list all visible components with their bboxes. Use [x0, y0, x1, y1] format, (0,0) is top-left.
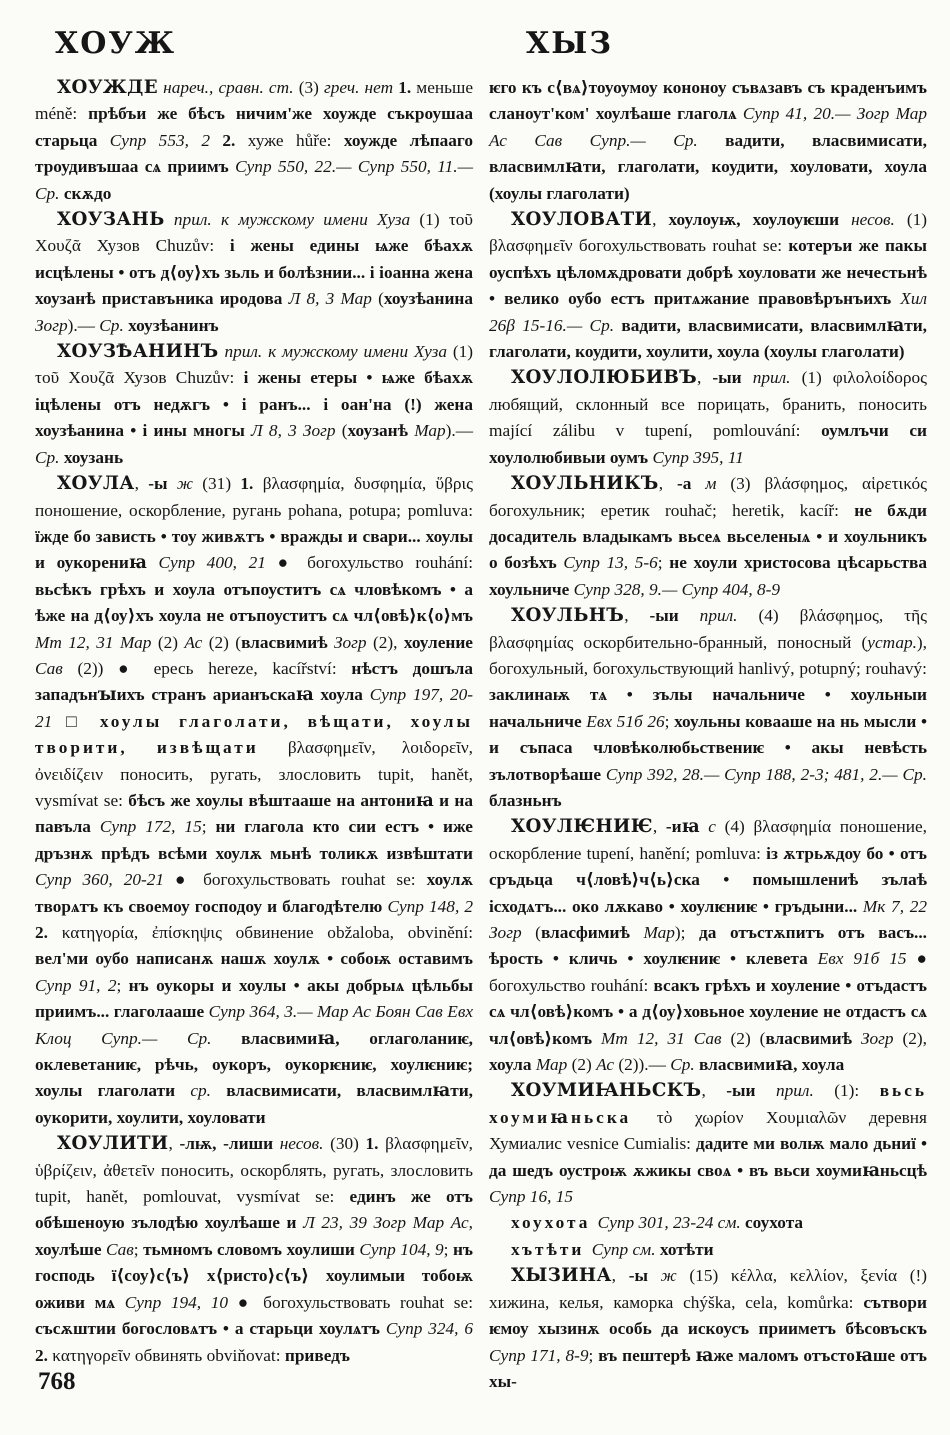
text-span-ref: Супр 324, 6: [385, 1319, 473, 1339]
text-span-reg: );: [674, 923, 700, 942]
text-span-gr: βλασφημία: [753, 817, 840, 837]
headword: ХЫЗИНА: [511, 1265, 612, 1287]
text-span-ref: Евх 51б 26: [586, 711, 665, 731]
text-span-ref: Супр 194, 10: [124, 1292, 238, 1312]
text-span-ref: Мт 12, 31 Мар: [35, 632, 158, 652]
entry-houlovati: [489, 207, 927, 365]
text-span-sp: хоулы глаголати, вѣщати, хоулы творити, извѣщати: [35, 711, 474, 758]
text-span-reg: ;: [443, 1239, 453, 1259]
text-span-it: ср.: [190, 1081, 227, 1101]
text-span-ocs: -а: [677, 474, 706, 494]
text-span-reg: ,: [168, 1134, 180, 1154]
text-span-ocs: хоуление: [403, 632, 473, 652]
text-span-ref: Супр 172, 15: [99, 817, 202, 837]
text-span-ocs: хоузѣанина: [383, 289, 473, 309]
text-span-ocs: хоулѣше: [35, 1239, 106, 1259]
text-span-ocs: -ыи: [726, 1081, 776, 1101]
text-span-gr: βλάσφημος, τῆς βλασφημίας: [489, 606, 927, 652]
text-span-ocs: всакъ грѣхъ и хоуление • отъдастъ сѧ чл⟨овѣ⟩комъ • а д⟨оу⟩ховьное хоуление не отдастъ сѧ чл⟨овѣ⟩комъ: [489, 975, 927, 1048]
text-span-gr: κέλλα, κελλίον, ξενία: [730, 1266, 910, 1286]
text-span-reg: ● богохульство rouhání:: [277, 553, 473, 573]
text-span-num: 2.: [35, 1345, 53, 1365]
text-span-ref: Супр 364, 3.— Мар Ас Боян Сав Евх Клоц Супр.—: [35, 1002, 473, 1048]
text-span-it: греч. нет: [324, 78, 399, 97]
text-span-ocs: блазньнъ: [489, 790, 562, 810]
text-span-ocs: хоульны ковааше на нь мысли • и съпаса чловѣколюбьствениѥ • акы невѣсть зълотворѣаше: [489, 711, 928, 784]
text-span-ocs: приведъ: [284, 1345, 350, 1365]
text-span-ocs: -ы: [148, 474, 177, 494]
text-span-reg: ,: [611, 1266, 629, 1286]
text-span-reg: (3): [730, 474, 765, 494]
text-span-gr: κατηγορία, ἐπίσκηψις: [61, 923, 236, 942]
text-span-ocs: і жены етеры • ѩже бѣахѫ іцѣлены отъ недѫгъ • і ранъ... і оан'на (!) жена хоузѣанина • і ины многы: [35, 368, 473, 441]
text-columns: [35, 75, 928, 1395]
text-span-ocs: нъ оукоры и хоулы • акы добрыѧ цѣльбы приимъ... глаголааше: [35, 975, 473, 1022]
text-span-ref: Мт 12, 31 Сав: [601, 1028, 731, 1048]
text-span-ocs: -ы: [628, 1266, 661, 1286]
text-span-reg: ,: [701, 1081, 727, 1101]
text-span-reg: любящий, склонный все порицать, бранить, поносить mající zálibu v tupení, pomlouvání:: [489, 394, 927, 441]
text-span-ocs: власвимиꙗ, хоула: [699, 1055, 845, 1075]
text-span-reg: □: [66, 711, 100, 731]
text-span-reg: ● богохульствовать rouhat se:: [237, 1292, 474, 1312]
text-span-ref: Супр: [591, 1239, 633, 1259]
text-span-it: см.: [717, 1213, 746, 1233]
text-span-reg: поносить, оскорблять, ругать, злословить tupit, hanět, pomlouvat, vysmívat se:: [35, 1160, 473, 1207]
text-span-ref: Л 8, 3 Зогр: [251, 421, 342, 441]
text-span-reg: (1) τοῦ Χουζᾶ Хузов Chuzův:: [35, 342, 473, 388]
text-span-ref: Ас: [596, 1055, 619, 1075]
text-span-reg: (15): [689, 1266, 731, 1286]
text-span-ocs: не бѫди досадитель владыкамъ вьсеѧ вьселеныѧ • и хоульникъ о бозѣхъ: [489, 500, 927, 573]
text-span-ocs: ѥго къ с⟨вѧ⟩тоуоумоу кононоу съвѧзавъ съ краденъимъ сланоут'ком' хоулѣаше глаголѧ: [489, 78, 927, 124]
headword: ХОУМИꙖНЬСКЪ: [511, 1080, 702, 1102]
entry-houliti: [35, 1131, 473, 1369]
text-span-ocs: хоулѫ творѧтъ къ своемоу господоу и благодѣтелю: [35, 870, 473, 916]
text-span-ocs: вадити, власвимисати, власвимлꙗти, глаголати, коудити, хоулити, хоула (хоулы глаголати): [489, 315, 927, 362]
entry-houlnik: [489, 471, 927, 603]
text-span-reg: ,: [697, 368, 713, 388]
text-span-reg: ).—: [67, 315, 100, 335]
text-span-reg: деревня Хумиалис vesnice Cumialis:: [489, 1107, 927, 1154]
text-span-ocs: хоузанѣ: [347, 421, 415, 441]
headword: ХОУЗАНЬ: [57, 209, 165, 231]
text-span-reg: (2): [157, 632, 185, 652]
text-span-ocs: въ пештерѣ ꙗже маломъ отъстоꙗше отъ хы-: [489, 1345, 927, 1391]
text-span-reg: ,: [658, 474, 677, 494]
text-span-num: 2.: [35, 923, 62, 942]
text-span-it: устар.: [867, 632, 917, 652]
text-span-it: несов.: [851, 210, 907, 230]
text-span-reg: обвинение obžaloba, obvinění:: [235, 923, 473, 942]
text-span-ocs: їжде бо зависть • тоу живѫтъ • вражды и свари... хоулы и оукорениꙗ: [35, 526, 473, 573]
text-span-ocs: тьмномъ словомъ хоулиши: [143, 1239, 360, 1259]
text-span-ref: Супр 301, 23-24: [597, 1213, 718, 1233]
text-span-reg: (1): [801, 368, 833, 388]
text-span-ocs: бѣсъ же хоулы вѣштааше на антониꙗ и на павъла: [35, 790, 473, 837]
text-span-reg: (2),: [902, 1028, 928, 1048]
text-span-reg: (: [535, 923, 541, 942]
text-span-reg: хуже hůře:: [247, 130, 344, 150]
text-span-ref: Хил 26β 15-16.—: [489, 289, 927, 335]
text-span-it: Ср.: [902, 764, 927, 784]
entry-houla: [35, 471, 473, 1131]
headword: ХОУЛѤНИѤ: [511, 816, 653, 838]
text-span-ocs: ни глагола кто сии естъ • иже дръзнѫ прѣдъ всѣми хоулѫ мьнѣ толикѫ извѣштати: [35, 817, 473, 863]
text-span-reg: ).—: [445, 421, 473, 441]
text-span-reg: ,: [134, 474, 149, 494]
text-span-ref: Супр 360, 20-21: [35, 870, 176, 890]
text-span-reg: ,: [468, 1213, 473, 1233]
text-span-gr: βλασφημεῖν: [489, 236, 579, 256]
text-span-sp: вьсь хоумиꙗньска: [489, 1081, 927, 1127]
text-span-it: Ср.: [35, 447, 64, 467]
text-span-ocs: хоузѣанинъ: [128, 315, 219, 335]
text-span-ref: Супр 171, 8-9: [489, 1345, 589, 1365]
text-span-ref: Ас: [184, 632, 209, 652]
text-span-reg: богохульник; еретик rouhač; heretik, kacíř:: [489, 500, 855, 520]
headword: ХОУЛИТИ: [57, 1133, 169, 1155]
text-span-reg: ;: [664, 711, 675, 731]
text-span-reg: (4): [724, 817, 754, 837]
entry-houzhde: [35, 75, 473, 207]
text-span-it: прил.: [752, 368, 802, 388]
text-span-reg: ;: [116, 975, 129, 995]
text-span-reg: оскорбительно-бранный, поносный (: [583, 632, 868, 652]
text-span-reg: (2)) ● ересь hereze, kacířství:: [77, 658, 352, 678]
text-span-reg: ● богохульствовать rouhat se:: [175, 870, 427, 890]
text-span-reg: (!) хижина, келья, каморка chýška, cela, komůrka:: [489, 1266, 927, 1312]
text-span-ocs: вьсѣкъ грѣхъ и хоула отъпоуститъ сѧ чловѣкомъ • а ѣже на д⟨оу⟩хъ хоула не отъпоуститъ сѧ чл⟨овѣ⟩к⟨о⟩мъ: [35, 579, 473, 626]
text-span-reg: (: [378, 289, 384, 309]
text-span-ocs: хоузань: [63, 447, 124, 467]
text-span-reg: (2),: [372, 632, 404, 652]
text-span-reg: ;: [201, 817, 216, 837]
text-span-ref: Мар: [535, 1055, 572, 1075]
headword: ХОУЖДЕ: [57, 77, 159, 98]
text-span-ocs: власвимиѣ: [241, 632, 334, 652]
text-span-gr: βλασφημεῖν, λοιδορεῖν, ὀνειδίζειν: [35, 738, 474, 784]
text-span-ref: Сав: [35, 658, 78, 678]
text-span-ref: Зогр: [35, 315, 68, 335]
text-span-it: прил.: [775, 1081, 835, 1101]
text-span-reg: ● богохульство rouhání:: [489, 949, 927, 995]
guide-word-right: ХЫЗ: [526, 26, 613, 61]
text-span-ocs: нъ господь ї⟨соу⟩с⟨ъ⟩ х⟨ристо⟩с⟨ъ⟩ хоулимыи тобоѭ оживи мѧ: [35, 1239, 473, 1312]
entry-houmiansk: [489, 1078, 927, 1210]
text-span-reg: богохульствовать rouhat se:: [578, 236, 789, 256]
entry-houzeanin: [35, 339, 473, 471]
text-span-reg: (3): [298, 78, 325, 97]
text-span-ocs: скѫдо: [63, 183, 112, 203]
page-number: 768: [38, 1368, 76, 1395]
text-span-it: м: [705, 474, 731, 494]
text-span-ocs: хоулоуѭ, хоулоуѥши: [668, 210, 852, 230]
text-span-ref: Зогр: [860, 1028, 903, 1048]
text-span-ocs: оумлъчи си хоулолюбивыи оумъ: [489, 421, 927, 467]
text-span-ref: Мк 7, 22 Зогр: [489, 896, 927, 942]
entry-houlyenie: [489, 814, 927, 1078]
text-span-ocs: -ыи: [712, 368, 753, 388]
text-span-ref: Сав: [105, 1239, 134, 1259]
text-span-gr: κατηγορεῖν: [52, 1345, 135, 1365]
headword: ХОУЛЬНИКЪ: [511, 473, 659, 495]
text-span-gr: βλάσφημος, αἱρετικός: [764, 474, 928, 494]
text-span-reg: меньше méně:: [35, 78, 473, 124]
text-span-ocs: заклинаѭ тѧ • зълы начальниче • хоульныи начальниче: [489, 685, 927, 731]
text-span-ocs: хоула: [489, 1055, 536, 1075]
headword: ХОУЛОВАТИ: [511, 209, 653, 231]
text-span-it: ж: [660, 1266, 690, 1286]
text-span-reg: (: [341, 421, 348, 441]
text-span-reg: обвинять obviňovat:: [134, 1345, 285, 1365]
text-span-it: ж: [176, 474, 203, 494]
text-span-ocs: прѣбъи же бѣсъ ничим'же хоужде съкроушаа старьца: [35, 104, 473, 150]
text-span-ref: Супр 550, 22.— Супр 550, 11.— Ср.: [35, 157, 473, 203]
text-span-ref: Евх 91б 15: [817, 949, 917, 969]
text-span-sp: хоухота: [511, 1213, 598, 1233]
text-span-reg: ,: [652, 210, 669, 230]
text-span-reg: поношение, оскорбление, ругань pohana, potupa; pomluva:: [35, 500, 473, 520]
text-span-reg: (1):: [834, 1081, 880, 1101]
text-span-ocs: із ѫтрьѫдоу бо • отъ сръдьца ч⟨ловѣ⟩ч⟨ь⟩ска • помышлениѣ зълаѣ ісходѧтъ... око лѫкаво • хоулѥниѥ • гръдыни...: [489, 843, 927, 916]
text-span-reg: ,: [652, 817, 666, 837]
text-span-it: нареч., сравн. ст.: [158, 78, 299, 97]
text-span-ocs: -лѭ, -лиши: [179, 1134, 280, 1154]
text-span-gr: βλασφημία, δυσφημία, ὕβρις: [262, 474, 473, 494]
text-span-reg: (31): [202, 474, 241, 494]
text-span-reg: (30): [330, 1134, 366, 1154]
text-span-reg: (1): [906, 210, 927, 230]
left-column: [35, 75, 473, 1395]
text-span-reg: ;: [657, 553, 670, 573]
text-span-it: Ср.: [99, 315, 129, 335]
text-span-num: 1.: [398, 78, 417, 97]
text-span-reg: (2): [571, 1055, 597, 1075]
text-span-ocs: власвимисати, власвимлꙗти, оукорити, хоулити, хоуловати: [35, 1081, 473, 1127]
text-span-ocs: і жены едины ѩже бѣахѫ исцѣлены • отъ д⟨оу⟩хъ зьль и болѣзнии... і іоанна жена хоузанѣ приставъника иродова: [35, 236, 473, 309]
text-span-reg: (2) (: [208, 632, 242, 652]
headword: ХОУЛА: [57, 473, 135, 495]
text-span-ocs: да отъстѫпитъ отъ васъ... ѣрость • кличь • хоулѥниѥ • клевета: [489, 923, 927, 969]
text-span-it: см.: [632, 1239, 660, 1259]
text-span-ocs: единъ же отъ обѣшеноую зълодѣю хоулѣаше и: [35, 1187, 473, 1233]
text-span-ocs: соухота: [745, 1213, 804, 1233]
xref-houhota: [489, 1210, 927, 1236]
text-span-ocs: сътвори ѥмоу хызинѫ особь да искоусъ прииметъ бѣсовъскъ: [489, 1292, 927, 1339]
entry-houlolyubiv: [489, 365, 927, 471]
text-span-ref: Супр 328, 9.— Супр 404, 8-9: [573, 579, 781, 599]
text-span-ocs: вел'ми оубо написанѫ нашѫ хоулѫ • собоѭ оставимъ: [35, 949, 473, 969]
text-span-reg: (4): [758, 606, 800, 626]
headword: ХОУЛЬНЪ: [511, 605, 625, 627]
text-span-ref: Супр 91, 2: [35, 975, 117, 995]
text-span-ref: Зогр: [333, 632, 373, 652]
text-span-gr: τὸ χωρίον Χουμιαλῶν: [656, 1107, 869, 1127]
headword: ХОУЛОЛЮБИВЪ: [511, 367, 698, 389]
entry-houzan: [35, 207, 473, 339]
text-span-ref: Супр 41, 20.— Зогр Мар Ас Сав Супр.—: [489, 104, 927, 150]
text-span-it: с: [708, 817, 725, 837]
text-span-ocs: -ыи: [649, 606, 700, 626]
text-span-ocs: -иꙗ: [665, 817, 709, 837]
entry-houliti-continuation: [489, 75, 927, 207]
text-span-reg: поношение, оскорбление tupení, hanění; pomluva:: [489, 817, 927, 863]
text-span-num: 1.: [240, 474, 263, 494]
guide-word-left: ХОУЖ: [55, 26, 177, 61]
text-span-ref: Мар: [414, 421, 446, 441]
text-span-reg: ;: [133, 1239, 144, 1259]
text-span-ref: Супр 148, 2: [387, 896, 473, 916]
text-span-reg: поносить, ругать, злословить tupit, hanět, vysmívat se:: [35, 764, 473, 810]
text-span-num: 2.: [222, 130, 248, 150]
text-span-ref: Л 8, 3 Мар: [288, 289, 379, 309]
text-span-it: прил. к мужскому имени Хуза: [164, 210, 420, 230]
text-span-reg: (2) (: [730, 1028, 766, 1048]
text-span-reg: ,: [624, 606, 650, 626]
text-span-ocs: нѣстъ дошъла западънꙑихъ странъ арианъскаꙗ хоула: [35, 658, 473, 705]
text-span-it: Ср.: [186, 1028, 242, 1048]
text-span-ocs: власвимиѣ: [765, 1028, 861, 1048]
text-span-ocs: дадите ми волѭ мало дьниї • да шедъ оустроѭ ѫжикы своѧ • въ вьси хоумиꙗньсцѣ: [489, 1134, 927, 1180]
text-span-ocs: хотѣти: [659, 1239, 714, 1259]
running-heads: [35, 26, 928, 61]
text-span-it: прил.: [699, 606, 759, 626]
text-span-ref: Супр 395, 11: [652, 447, 744, 467]
text-span-num: 1.: [365, 1134, 386, 1154]
text-span-it: Ср.: [589, 315, 622, 335]
text-span-ref: Супр 400, 21: [158, 553, 278, 573]
text-span-reg: ;: [588, 1345, 599, 1365]
text-span-reg: ), богохульный, богохульствующий hanlivý, potupný; rouhavý:: [489, 632, 927, 678]
text-span-ocs: власфимиѣ: [540, 923, 644, 942]
text-span-ref: Супр 392, 28.— Супр 188, 2-3; 481, 2.—: [605, 764, 903, 784]
text-span-sp: хътѣти: [511, 1239, 592, 1259]
text-span-gr: φιλολοίδορος: [832, 368, 927, 388]
text-span-ocs: хоужде лѣпааго троудивъшаа сѧ приимъ: [35, 130, 473, 177]
entry-houlin: [489, 603, 927, 814]
text-span-it: Ср.: [670, 1055, 700, 1075]
text-span-ocs: не хоули христосова цѣсарьства хоульниче: [489, 553, 927, 599]
text-span-ref: Супр 553, 2: [109, 130, 223, 150]
text-span-ref: Супр 104, 9: [359, 1239, 444, 1259]
right-column: [489, 75, 927, 1395]
text-span-it: прил. к мужскому имени Хуза: [218, 342, 453, 362]
text-span-ref: Супр 16, 15: [489, 1187, 574, 1207]
xref-hteti: [489, 1237, 927, 1263]
headword: ХОУЗѢАНИНЪ: [57, 341, 219, 363]
text-span-ocs: котеръи же пакы оуспѣхъ цѣломѫдровати добрѣ хоуловати же нечестьнѣ • велико оубо естъ притѧжание правовѣрънъихъ: [489, 236, 928, 309]
text-span-reg: (1) τοῦ Χουζᾶ Хузов Chuzův:: [35, 210, 473, 256]
text-span-gr: βλασφημεῖν, ὑβρίζειν, ἀθετεῖν: [35, 1134, 473, 1180]
text-span-ocs: съсѫштии богословѧтъ • а старьци хоулѧтъ: [35, 1319, 386, 1339]
text-span-it: Ср.: [673, 130, 726, 150]
text-span-reg: (2)).—: [618, 1055, 671, 1075]
text-span-ref: Супр 197, 20-21: [35, 685, 473, 731]
entry-hyzina: [489, 1263, 927, 1395]
text-span-it: несов.: [279, 1134, 331, 1154]
text-span-ocs: вадити, власвимисати, власвимлꙗти, глаголати, коудити, хоуловати, хоула (хоулы глаголати): [489, 130, 927, 203]
text-span-ocs: власвимиꙗ, оглаголаниѥ, оклеветаниѥ, рѣчь, оукоръ, оукорѥниѥ, хоулѥниѥ; хоулы глаголати: [35, 1028, 474, 1101]
text-span-ref: Супр 13, 5-6: [563, 553, 658, 573]
text-span-ref: Л 23, 39 Зогр Мар Ас: [303, 1213, 469, 1233]
text-span-ref: Мар: [643, 923, 675, 942]
